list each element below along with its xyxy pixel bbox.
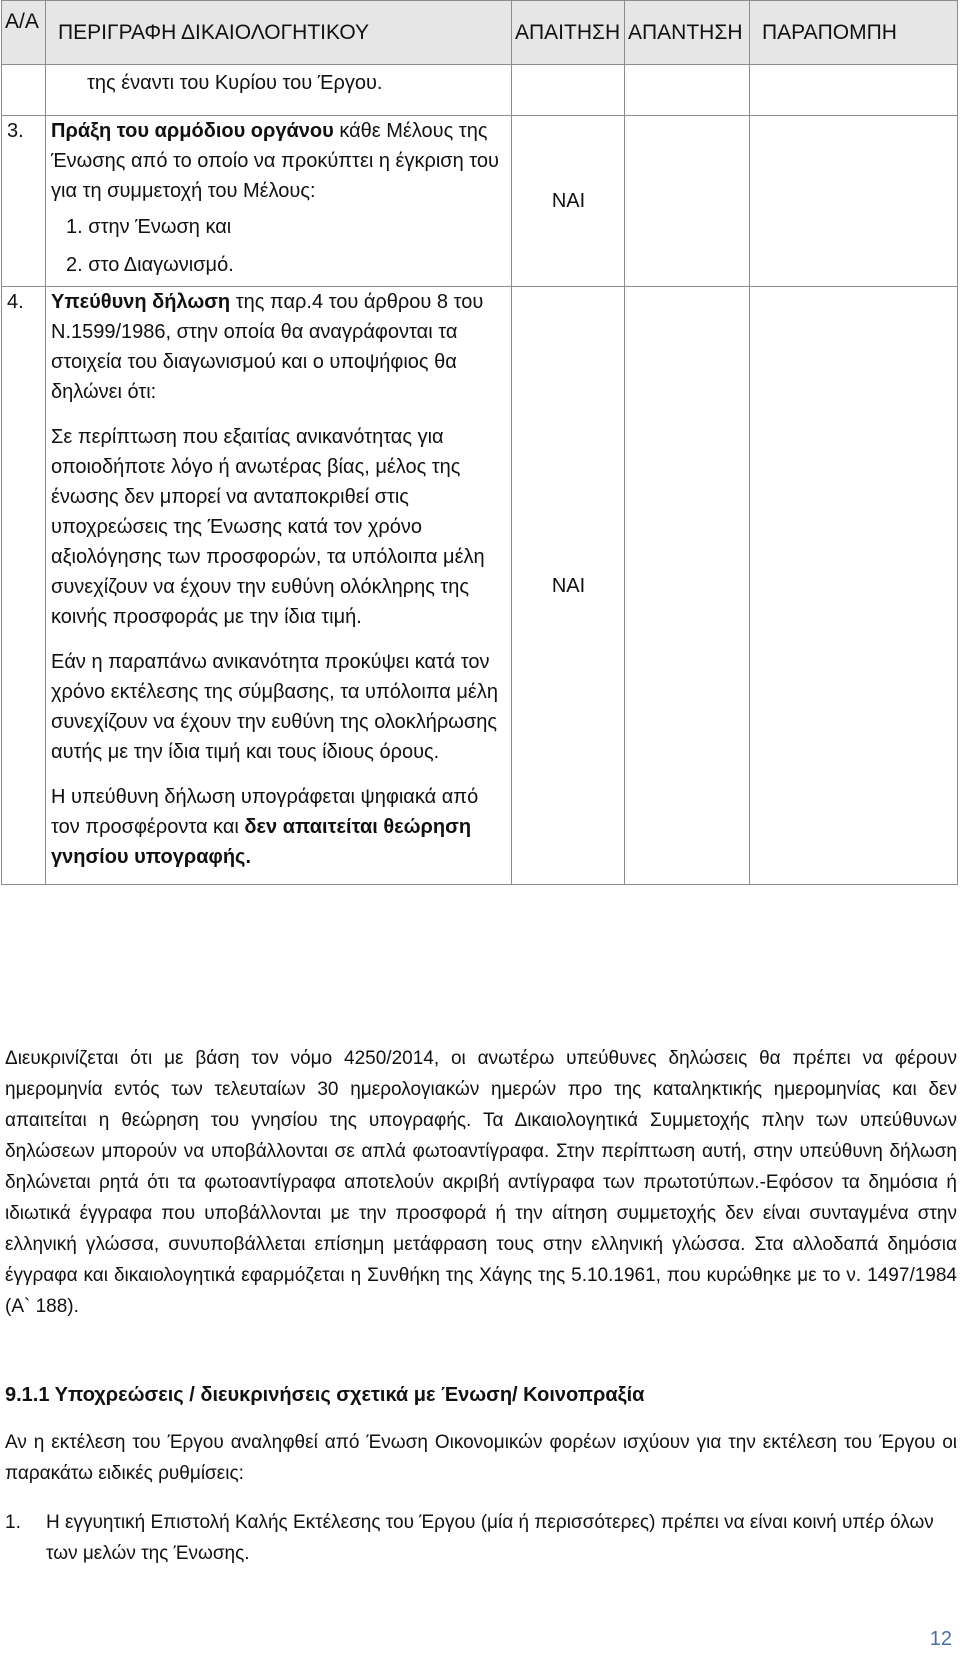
header-requirement: ΑΠΑΙΤΗΣΗ xyxy=(512,1,625,65)
table-row xyxy=(2,65,958,116)
description-paragraph xyxy=(51,782,507,884)
description-paragraph: Εάν η παραπάνω ανικανότητα προκύψει κατά τον χρόνο εκτέλεσης της σύμβασης, τα υπόλοιπα μέλη συνεχίζουν να έχουν την ευθύνη της ολοκλήρωσης αυτής με την ίδια τιμή και τους ίδιους όρους. xyxy=(51,651,498,763)
header-answer: ΑΠΑΝΤΗΣΗ xyxy=(625,1,750,65)
clarification-paragraph: Διευκρινίζεται ότι με βάση τον νόμο 4250/2014, οι ανωτέρω υπεύθυνες δηλώσεις θα πρέπει να φέρουν ημερομηνία εντός των τελευταίων 30 ημερολογιακών ημερών προ της καταληκτικής ημερομηνίας και δεν απαιτείται η θεώρηση του γνησίου της υπογραφής. Τα Δικαιολογητικά Συμμετοχής πλην των υπεύθυνων δηλώσεων μπορούν να υποβάλλονται σε απλά φωτοαντίγραφα. Στην περίπτωση αυτή, στην υπεύθυνη δήλωση δηλώνεται ρητά ότι τα φωτοαντίγραφα αποτελούν ακριβή αντίγραφα των πρωτοτύπων.-Εφόσον τα δημόσια ή ιδιωτικά έγγραφα που υποβάλλονται με την προσφορά ή την αίτηση συμμετοχής δεν είναι συνταγμένα στην ελληνική γλώσσα, συνυποβάλλεται επίσημη μετάφραση τους στην ελληνική γλώσσα. Στα αλλοδαπά δημόσια έγγραφα και δικαιολογητικά εφαρμόζεται η Συνθήκη της Χάγης της 5.10.1961, που κυρώθηκε με το ν. 1497/1984 (Α` 188). xyxy=(5,1048,957,1317)
section-title: 9.1.1 Υποχρεώσεις / διευκρινήσεις σχετικά με Ένωση/ Κοινοπραξία xyxy=(5,1384,645,1406)
reference-cell xyxy=(750,287,958,885)
requirement-cell xyxy=(512,65,625,116)
section-intro-paragraph: Αν η εκτέλεση του Έργου αναληφθεί από Ένωση Οικονομικών φορέων ισχύουν για την εκτέλεση του Έργου οι παρακάτω ειδικές ρυθμίσεις: xyxy=(5,1432,957,1484)
description-paragraph: Σε περίπτωση που εξαιτίας ανικανότητας για οποιοδήποτε λόγο ή ανωτέρας βίας, μέλος της ένωσης δεν μπορεί να ανταποκριθεί στις υποχρεώσεις της Ένωσης κατά τον χρόνο αξιολόγησης των προσφορών, τα υπόλοιπα μέλη συνεχίζουν να έχουν την ευθύνη ολόκληρης της κοινής προσφοράς με την ίδια τιμή. xyxy=(51,426,485,628)
header-description: ΠΕΡΙΓΡΑΦΗ ΔΙΚΑΙΟΛΟΓΗΤΙΚΟΥ xyxy=(46,1,512,65)
description-text: της παρ.4 του άρθρου 8 του Ν.1599/1986, στην οποία θα αναγράφονται τα στοιχεία του διαγωνισμού και ο υποψήφιος θα δηλώνει ότι: xyxy=(51,291,484,403)
table-row xyxy=(2,287,958,885)
page-number: 12 xyxy=(929,1628,952,1650)
requirement-value: ΝΑΙ xyxy=(512,116,625,287)
row-description xyxy=(46,287,512,885)
row-number: 4. xyxy=(2,287,46,885)
requirements-table xyxy=(1,0,958,885)
row-number: 3. xyxy=(2,116,46,287)
continuation-text: της έναντι του Κυρίου του Έργου. xyxy=(46,65,512,116)
row-number xyxy=(2,65,46,116)
list-item-text: Η εγγυητική Επιστολή Καλής Εκτέλεσης του Έργου (μία ή περισσότερες) πρέπει να είναι κοινή υπέρ όλων των μελών της Ένωσης. xyxy=(46,1512,934,1564)
header-reference: ΠΑΡΑΠΟΜΠΗ xyxy=(750,1,958,65)
reference-cell xyxy=(750,116,958,287)
answer-cell xyxy=(625,65,750,116)
list-item: 2. στο Διαγωνισμό. xyxy=(66,254,234,276)
table-header-row xyxy=(2,1,958,65)
description-text: κάθε Μέλους της Ένωσης από το οποίο να προκύπτει η έγκριση του για τη συμμετοχή του Μέλους: xyxy=(51,120,499,202)
list-item xyxy=(5,1507,957,1569)
description-bold-lead: Υπεύθυνη δήλωση xyxy=(51,291,231,313)
list-item-number: 1. xyxy=(5,1512,21,1533)
description-text: Η υπεύθυνη δήλωση υπογράφεται ψηφιακά από τον προσφέροντα και xyxy=(51,786,479,838)
requirement-value: ΝΑΙ xyxy=(512,287,625,885)
row-description xyxy=(46,116,512,287)
description-bold-tail: δεν απαιτείται θεώρηση γνησίου υπογραφής. xyxy=(51,816,472,868)
description-bold-lead: Πράξη του αρμόδιου οργάνου xyxy=(51,120,334,142)
list-item: 1. στην Ένωση και xyxy=(66,216,232,238)
answer-cell xyxy=(625,116,750,287)
reference-cell xyxy=(750,65,958,116)
header-aa: Α/Α xyxy=(2,1,46,65)
answer-cell xyxy=(625,287,750,885)
table-row xyxy=(2,116,958,287)
